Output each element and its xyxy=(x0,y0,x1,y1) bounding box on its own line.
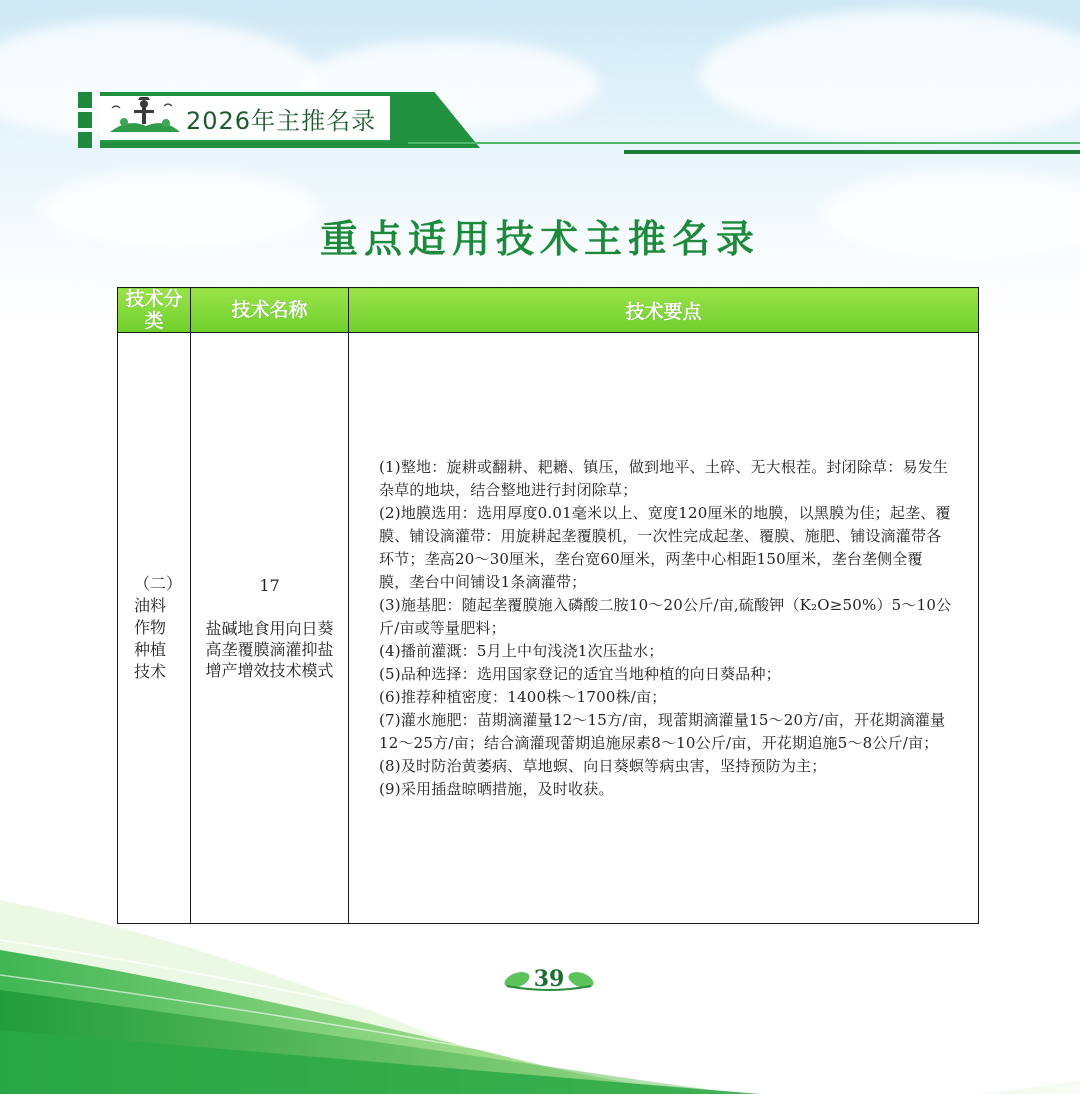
page-number: 39 xyxy=(533,966,565,992)
name-cell xyxy=(191,333,349,924)
tech-point: (2)地膜选用：选用厚度0.01毫米以上、宽度120厘米的地膜，以黑膜为佳；起垄、覆膜、铺设滴灌带：用旋耕起垄覆膜机，一次性完成起垄、覆膜、施肥、铺设滴灌带各环节；垄高20～30厘米，垄台宽60厘米，两垄中心相距150厘米，垄台垄侧全覆膜，垄台中间铺设1条滴灌带； xyxy=(379,503,951,591)
points-cell xyxy=(349,333,979,924)
category-cell xyxy=(118,333,191,924)
column-header-points: 技术要点 xyxy=(349,288,979,333)
section-header xyxy=(78,92,1080,152)
header-underline xyxy=(100,140,390,142)
tech-point: (9)采用插盘晾晒措施，及时收获。 xyxy=(379,779,614,798)
tech-point: (5)品种选择：选用国家登记的适宜当地种植的向日葵品种； xyxy=(379,664,781,683)
tech-point: (4)播前灌溉：5月上中旬浅浇1次压盐水； xyxy=(379,641,664,660)
header-title: 2026年主推名录 xyxy=(186,107,377,135)
column-header-name: 技术名称 xyxy=(191,288,349,333)
column-header-category: 技术分类 xyxy=(118,288,191,333)
farm-logo-icon xyxy=(108,96,182,134)
tech-point: (3)施基肥：随起垄覆膜施入磷酸二胺10～20公斤/亩,硫酸钾（K₂O≥50%）5～10公斤/亩或等量肥料； xyxy=(379,595,952,637)
tech-table xyxy=(117,287,979,924)
tech-point: (6)推荐种植密度：1400株～1700株/亩； xyxy=(379,687,667,706)
table-header-row xyxy=(118,288,979,333)
tech-point: (8)及时防治黄萎病、草地螟、向日葵螟等病虫害，坚持预防为主； xyxy=(379,756,827,775)
header-rule xyxy=(408,142,1080,144)
tech-point: (7)灌水施肥：苗期滴灌量12～15方/亩，现蕾期滴灌量15～20方/亩，开花期滴灌量12～25方/亩；结合滴灌现蕾期追施尿素8～10公斤/亩，开花期追施5～8公斤/亩； xyxy=(379,710,946,752)
header-rule-thick xyxy=(624,150,1080,154)
category-text: （二）油料作物种植技术 xyxy=(134,574,183,681)
table-row xyxy=(118,333,979,924)
header-bars xyxy=(78,92,96,148)
tech-name: 盐碱地食用向日葵高垄覆膜滴灌抑盐增产增效技术模式 xyxy=(205,619,334,680)
page-number-badge xyxy=(503,964,595,996)
page-title: 重点适用技术主推名录 xyxy=(319,217,760,261)
tech-number: 17 xyxy=(259,576,280,595)
tech-point: (1)整地：旋耕或翻耕、耙耱、镇压，做到地平、土碎、无大根茬。封闭除草：易发生杂草的地块，结合整地进行封闭除草； xyxy=(379,457,949,499)
